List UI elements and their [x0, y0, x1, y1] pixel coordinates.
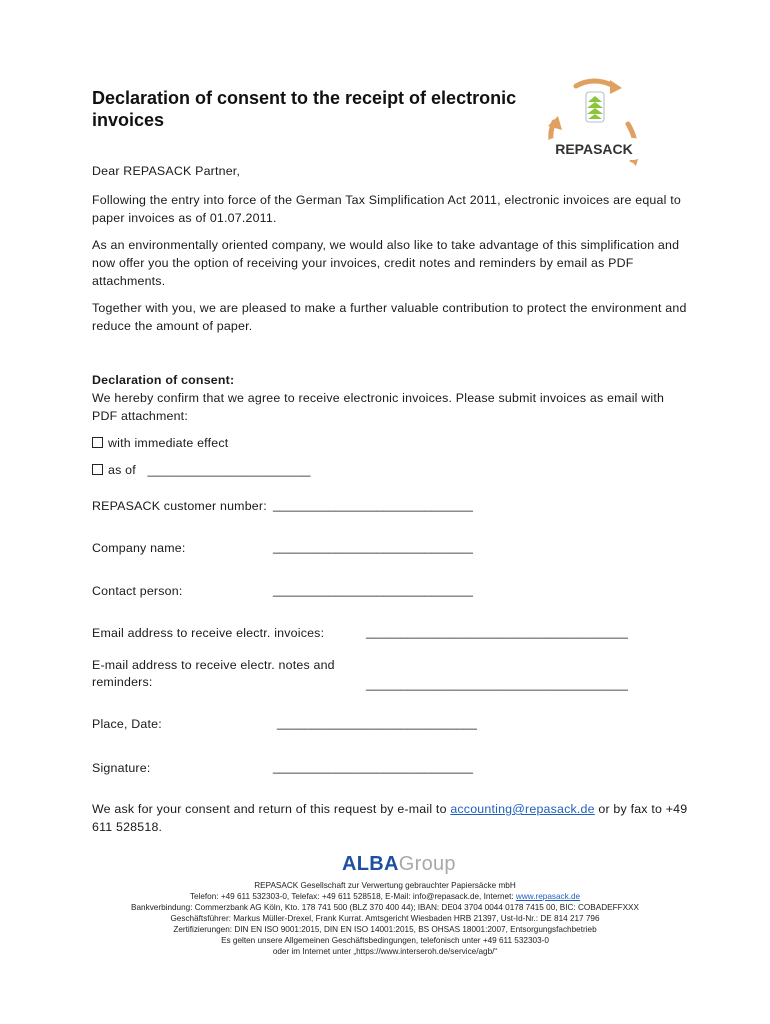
customer-number-label: REPASACK customer number: — [92, 499, 267, 513]
footer-company: REPASACK Gesellschaft zur Verwertung gebrauchter Papiersäcke mbH — [254, 881, 516, 890]
alba-group-logo — [342, 853, 456, 876]
email-invoices-field[interactable]: ______________________________________ — [366, 625, 628, 639]
contact-person-label: Contact person: — [92, 584, 183, 598]
footer-terms-url: oder im Internet unter „https://www.interseroh.de/service/agb/“ — [272, 947, 498, 956]
footer-terms: Es gelten unsere Allgemeinen Geschäftsbedingungen, telefonisch unter +49 611 532303-0 — [221, 936, 549, 945]
declaration-heading: Declaration of consent: — [92, 373, 235, 387]
paragraph-environment: As an environmentally oriented company, we would also like to take advantage of this simplification and now offer you the option of receiving your invoices, credit notes and reminders by email as PDF attachments. — [92, 238, 680, 288]
signature-label: Signature: — [92, 761, 151, 775]
option-immediate[interactable] — [92, 436, 228, 450]
paragraph-contribution: Together with you, we are pleased to make a further valuable contribution to protect the environment and reduce the amount of paper. — [92, 301, 687, 333]
option-immediate-label: with immediate effect — [108, 436, 229, 450]
option-as-of[interactable] — [92, 463, 311, 477]
footer-contact — [60, 891, 710, 902]
customer-number-field[interactable]: _____________________________ — [273, 498, 473, 512]
footer-contact-text: Telefon: +49 611 532303-0, Telefax: +49 611 528518, E-Mail: info@repasack.de, Internet: — [189, 892, 516, 901]
footer-management: Geschäftsführer: Markus Müller-Drexel, Frank Kurrat. Amtsgericht Wiesbaden HRB 21397, Ust-Id-Nr.: DE 814 217 796 — [170, 914, 600, 923]
alba-logo-part1: ALBA — [342, 853, 399, 875]
option-as-of-label: as of — [108, 463, 136, 477]
company-name-label: Company name: — [92, 541, 186, 555]
alba-logo-part2: Group — [398, 853, 456, 875]
place-date-field[interactable]: _____________________________ — [277, 716, 477, 730]
footer-bank: Bankverbindung: Commerzbank AG Köln, Kto. 178 741 500 (BLZ 370 400 44); IBAN: DE04 3704 0044 0178 7415 00, BIC: COBADEFFXXX — [131, 903, 639, 912]
closing-text-after: or by fax to +49 611 528518. — [92, 802, 688, 834]
greeting: Dear REPASACK Partner, — [92, 164, 241, 178]
closing-paragraph — [92, 800, 692, 836]
declaration-text: We hereby confirm that we agree to receive electronic invoices. Please submit invoices as email with PDF attachment: — [92, 391, 665, 423]
logo-text: REPASACK — [555, 141, 633, 157]
checkbox-immediate[interactable] — [92, 437, 103, 448]
checkbox-as-of[interactable] — [92, 464, 103, 475]
email-notes-field[interactable]: ______________________________________ — [366, 677, 628, 691]
contact-person-field[interactable]: _____________________________ — [273, 583, 473, 597]
company-name-field[interactable]: _____________________________ — [273, 540, 473, 554]
footer-certifications: Zertifizierungen: DIN EN ISO 9001:2015, DIN EN ISO 14001:2015, BS OHSAS 18001:2007, Entsorgungsfachbetrieb — [173, 925, 597, 934]
email-invoices-label: Email address to receive electr. invoices: — [92, 626, 325, 640]
footer — [60, 880, 710, 957]
repasack-logo — [536, 74, 654, 174]
closing-text-before: We ask for your consent and return of this request by e-mail to — [92, 802, 451, 816]
footer-website-link[interactable]: www.repasack.de — [515, 892, 581, 901]
place-date-label: Place, Date: — [92, 717, 162, 731]
as-of-date-field[interactable]: _______________________ — [147, 463, 311, 477]
document-title: Declaration of consent to the receipt of electronic invoices — [92, 88, 517, 130]
signature-field[interactable]: _____________________________ — [273, 760, 473, 774]
email-notes-label: E-mail address to receive electr. notes and reminders: — [92, 658, 335, 689]
paragraph-tax-act: Following the entry into force of the German Tax Simplification Act 2011, electronic invoices are equal to paper invoices as of 01.07.2011. — [92, 193, 681, 225]
accounting-email-link[interactable]: accounting@repasack.de — [450, 802, 595, 816]
